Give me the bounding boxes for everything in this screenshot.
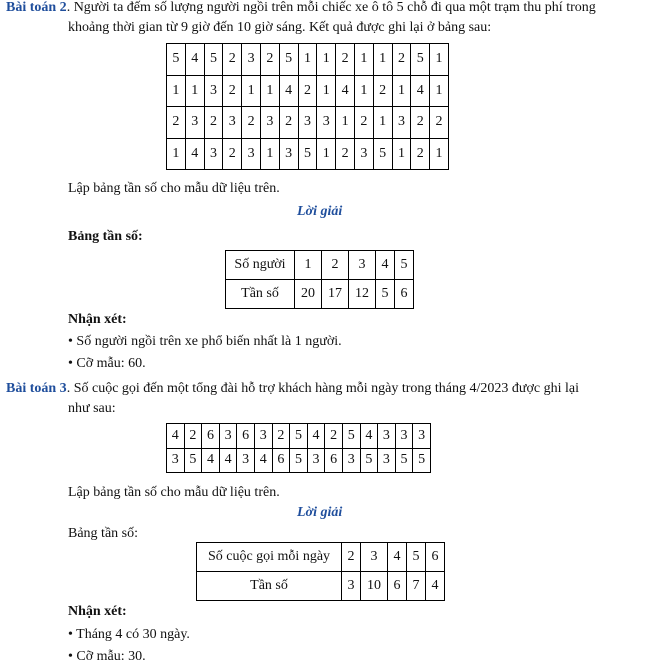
data-table-cell: 5: [413, 448, 431, 473]
data-table-cell: 1: [242, 75, 261, 107]
problem-3-statement-line-2: như sau:: [68, 401, 116, 416]
data-table-cell: 2: [204, 107, 223, 139]
data-table-cell: 1: [298, 44, 317, 76]
problem-2-statement-line-1: [6, 0, 596, 16]
problem-3-remark-2: • Cỡ mẫu: 30.: [68, 649, 146, 664]
data-table-cell: 2: [242, 107, 261, 139]
data-table-cell: 2: [223, 138, 242, 170]
data-table-cell: 5: [184, 448, 202, 473]
data-table-cell: 1: [317, 44, 336, 76]
data-table-cell: 1: [185, 75, 204, 107]
data-table-cell: 1: [392, 138, 411, 170]
frequency-table-value: 5: [407, 543, 426, 572]
data-table-cell: 6: [325, 448, 343, 473]
data-table-cell: 3: [204, 75, 223, 107]
data-table-cell: 1: [373, 44, 392, 76]
problem-3-title: Bài toán 3: [6, 381, 67, 396]
data-table-cell: 3: [307, 448, 325, 473]
data-table-cell: 3: [167, 448, 185, 473]
data-table-cell: 2: [430, 107, 449, 139]
frequency-table-freq: 4: [426, 572, 445, 601]
data-table-row: [167, 138, 449, 170]
frequency-table-value: 4: [388, 543, 407, 572]
frequency-table-value-row: [197, 543, 445, 572]
data-table-cell: 1: [167, 75, 186, 107]
frequency-table-freq: 7: [407, 572, 426, 601]
data-table-cell: 1: [260, 138, 279, 170]
data-table-cell: 4: [360, 424, 378, 449]
data-table-cell: 5: [298, 138, 317, 170]
data-table-cell: 2: [279, 107, 298, 139]
data-table-cell: 4: [202, 448, 220, 473]
data-table-cell: 5: [342, 424, 360, 449]
frequency-table-freq: 6: [388, 572, 407, 601]
data-table-cell: 3: [242, 44, 261, 76]
problem-2-remark-1: • Số người ngồi trên xe phổ biến nhất là 1 người.: [68, 334, 342, 349]
problem-3-task: Lập bảng tần số cho mẫu dữ liệu trên.: [68, 485, 280, 500]
data-table-cell: 1: [392, 75, 411, 107]
problem-2-solution-title: Lời giải: [297, 204, 343, 219]
data-table-cell: 4: [185, 138, 204, 170]
problem-2-data-table: [166, 43, 449, 170]
data-table-cell: 2: [336, 44, 355, 76]
problem-2-frequency-table: [225, 250, 414, 309]
frequency-table-freq-label: Tần số: [226, 280, 295, 309]
data-table-cell: 5: [373, 138, 392, 170]
frequency-table-value: 2: [342, 543, 361, 572]
data-table-cell: 2: [167, 107, 186, 139]
problem-3-data-body: [167, 424, 431, 473]
problem-2-title: Bài toán 2: [6, 0, 67, 15]
frequency-table-value: 5: [395, 251, 414, 280]
problem-3-solution-title: Lời giải: [297, 505, 343, 520]
data-table-cell: 1: [317, 138, 336, 170]
frequency-table-value-row: [226, 251, 414, 280]
problem-3-freq-heading: Bảng tần số:: [68, 526, 138, 541]
data-table-cell: 3: [413, 424, 431, 449]
problem-3-statement-line-1: [6, 381, 579, 397]
data-table-cell: 4: [279, 75, 298, 107]
data-table-cell: 6: [272, 448, 290, 473]
data-table-cell: 5: [290, 424, 308, 449]
frequency-table-value: 3: [349, 251, 376, 280]
problem-2-remark-heading: Nhận xét:: [68, 312, 127, 327]
frequency-table-freq: 3: [342, 572, 361, 601]
data-table-cell: 1: [430, 75, 449, 107]
data-table-cell: 2: [223, 75, 242, 107]
data-table-cell: 1: [260, 75, 279, 107]
data-table-cell: 3: [354, 138, 373, 170]
problem-2-statement-text: . Người ta đếm số lượng người ngồi trên mỗi chiếc xe ô tô 5 chỗ đi qua một trạm thu phí trong: [66, 0, 596, 15]
data-table-cell: 3: [392, 107, 411, 139]
data-table-row: [167, 424, 431, 449]
frequency-table-value: 4: [376, 251, 395, 280]
frequency-table-freq-row: [226, 280, 414, 309]
data-table-cell: 1: [167, 138, 186, 170]
data-table-cell: 1: [354, 44, 373, 76]
data-table-cell: 4: [411, 75, 430, 107]
data-table-cell: 3: [342, 448, 360, 473]
data-table-cell: 1: [373, 107, 392, 139]
data-table-cell: 3: [242, 138, 261, 170]
data-table-cell: 2: [184, 424, 202, 449]
data-table-row: [167, 44, 449, 76]
data-table-cell: 5: [360, 448, 378, 473]
data-table-cell: 3: [395, 424, 413, 449]
data-table-cell: 3: [279, 138, 298, 170]
data-table-cell: 2: [260, 44, 279, 76]
data-table-cell: 3: [185, 107, 204, 139]
data-table-cell: 5: [290, 448, 308, 473]
data-table-cell: 5: [411, 44, 430, 76]
data-table-cell: 2: [223, 44, 242, 76]
data-table-cell: 4: [336, 75, 355, 107]
data-table-cell: 2: [392, 44, 411, 76]
frequency-table-value: 1: [295, 251, 322, 280]
data-table-cell: 2: [325, 424, 343, 449]
data-table-cell: 6: [202, 424, 220, 449]
data-table-cell: 2: [411, 107, 430, 139]
data-table-cell: 3: [378, 424, 396, 449]
data-table-cell: 3: [223, 107, 242, 139]
data-table-row: [167, 75, 449, 107]
problem-2-freq-heading: Bảng tần số:: [68, 229, 143, 244]
frequency-table-freq: 17: [322, 280, 349, 309]
data-table-cell: 3: [237, 448, 255, 473]
data-table-cell: 3: [378, 448, 396, 473]
problem-3-remark-1: • Tháng 4 có 30 ngày.: [68, 627, 190, 642]
data-table-cell: 4: [219, 448, 237, 473]
problem-2-remark-2: • Cỡ mẫu: 60.: [68, 356, 146, 371]
data-table-cell: 1: [354, 75, 373, 107]
data-table-cell: 5: [279, 44, 298, 76]
frequency-table-freq: 12: [349, 280, 376, 309]
data-table-cell: 2: [411, 138, 430, 170]
frequency-table-value: 3: [361, 543, 388, 572]
data-table-cell: 2: [354, 107, 373, 139]
data-table-cell: 2: [298, 75, 317, 107]
frequency-table-row-label: Số người: [226, 251, 295, 280]
data-table-cell: 4: [307, 424, 325, 449]
data-table-cell: 5: [204, 44, 223, 76]
data-table-cell: 3: [317, 107, 336, 139]
data-table-cell: 3: [254, 424, 272, 449]
data-table-cell: 3: [298, 107, 317, 139]
data-table-cell: 6: [237, 424, 255, 449]
problem-2-task: Lập bảng tần số cho mẫu dữ liệu trên.: [68, 181, 280, 196]
data-table-cell: 1: [430, 44, 449, 76]
problem-3-statement-text: . Số cuộc gọi đến một tổng đài hỗ trợ khách hàng mỗi ngày trong tháng 4/2023 được ghi lại: [66, 381, 579, 396]
data-table-cell: 1: [336, 107, 355, 139]
frequency-table-value: 6: [426, 543, 445, 572]
frequency-table-freq-row: [197, 572, 445, 601]
data-table-cell: 4: [167, 424, 185, 449]
data-table-cell: 4: [185, 44, 204, 76]
data-table-cell: 5: [395, 448, 413, 473]
data-table-cell: 3: [219, 424, 237, 449]
frequency-table-freq: 20: [295, 280, 322, 309]
data-table-row: [167, 448, 431, 473]
data-table-cell: 3: [260, 107, 279, 139]
data-table-cell: 4: [254, 448, 272, 473]
data-table-cell: 2: [336, 138, 355, 170]
frequency-table-freq: 10: [361, 572, 388, 601]
data-table-cell: 1: [317, 75, 336, 107]
data-table-cell: 5: [167, 44, 186, 76]
frequency-table-freq: 5: [376, 280, 395, 309]
frequency-table-freq: 6: [395, 280, 414, 309]
data-table-cell: 2: [373, 75, 392, 107]
data-table-cell: 2: [272, 424, 290, 449]
data-table-row: [167, 107, 449, 139]
frequency-table-row-label: Số cuộc gọi mỗi ngày: [197, 543, 342, 572]
problem-3-data-table: [166, 423, 431, 473]
problem-2-statement-line-2: khoảng thời gian từ 9 giờ đến 10 giờ sáng. Kết quả được ghi lại ở bảng sau:: [68, 20, 492, 35]
problem-3-frequency-table: [196, 542, 445, 601]
data-table-cell: 3: [204, 138, 223, 170]
problem-3-remark-heading: Nhận xét:: [68, 604, 127, 619]
frequency-table-freq-label: Tần số: [197, 572, 342, 601]
data-table-cell: 1: [430, 138, 449, 170]
problem-2-data-body: [167, 44, 449, 170]
frequency-table-value: 2: [322, 251, 349, 280]
